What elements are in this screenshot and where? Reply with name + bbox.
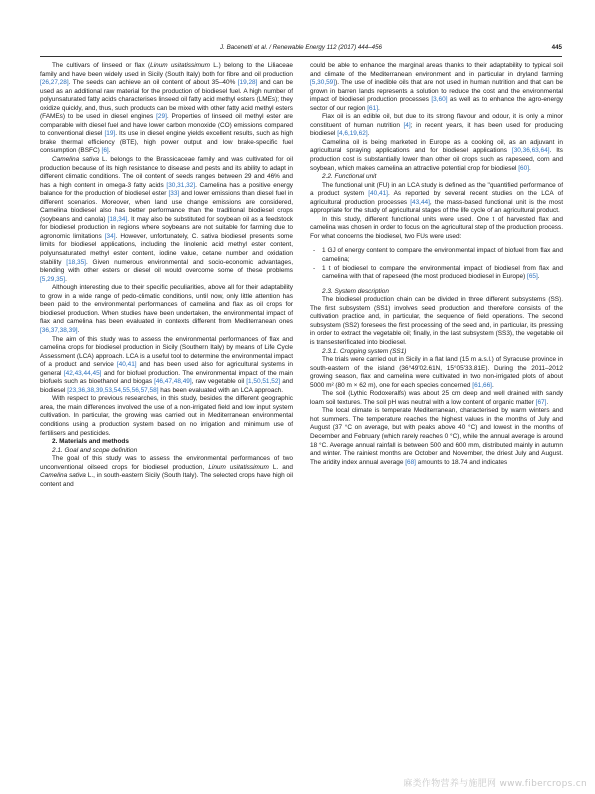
citation-link[interactable]: [5,30,59] <box>310 79 336 87</box>
citation-link[interactable]: [33] <box>168 190 180 198</box>
page-number: 445 <box>551 44 562 51</box>
citation-link[interactable]: [26,27,28] <box>40 79 69 87</box>
paragraph-subsystems: The biodiesel production chain can be divided in three different subsystems (SS). The first subsystem (SS1) involves seed production and therefore consists of the cultivation practice and, in particular, the sequence of field operations. The second subsystem (SS2) foresees the first processing of the seed and, in particular, its pressing in order to extract the vegetable oil; finally, in the last subsystem (SS3), the vegetable oil is transesterificated into biodiesel. <box>310 296 563 346</box>
citation-link[interactable]: [43,44] <box>410 198 430 206</box>
citation-link[interactable]: [30,31,32] <box>166 181 196 189</box>
species-name: Linum usitatissimum <box>150 62 210 69</box>
paragraph-flax-intro: The cultivars of linseed or flax (Linum usitatissimum L.) belong to the Liliaceae family and have been widely used in Sicily (South Italy) both for fibre and oil production [26,27,28]. The seeds can achieve an oil content of about 35–40% [19,28] and can be used as an additional raw material for the production of biodiesel fuel. A high number of polyunsaturated fatty acids characterises linseed oil fatty acid methyl esters (LMEs); they oxidize quickly, and, thus, such products can be mixed with other fatty acid methyl esters (FAMEs) to be used in diesel engines [29]. Properties of linseed oil methyl ester are comparable with diesel fuel and have lower carbon monoxide (CO) emissions compared to conventional diesel [19]. Its use in diesel engine yields excellent results, such as high brake thermal efficiency (BTE), high power output and low brake-specific fuel consumption (BSFC) [6]. <box>40 62 294 155</box>
paragraph-trials: The trials were carried out in Sicily in a flat land (15 m a.s.l.) of Syracuse province in south-eastern of the island (36°49'02.61N, 15°05'33.81E). During the 2011–2012 growing season, flax and camelina were cultivated in two non-irrigated plots of about 5000 m² (80 m × 62 m), one for each species concerned [61,66]. <box>310 356 563 389</box>
citation-link[interactable]: [19,28] <box>237 79 258 87</box>
citation-link[interactable]: [34] <box>104 232 116 240</box>
citation-link[interactable]: [1,50,51,52] <box>246 378 281 386</box>
paragraph-camelina-intro: Camelina sativa L. belongs to the Brassicaceae family and was cultivated for oil production because of its high resistance to disease and pests and its ability to adapt in different climatic conditions. The oil content of seeds ranges between 29 and 46% and has a high content in omega-3 fatty acids [30,31,32]. Camelina has a positive energy balance for the production of biodiesel ester [33] and lower emissions than diesel fuel in different scenarios. Moreover, when land use change emissions are considered, Camelina biodiesel also has better performance than the traditional biodiesel crops (soybeans and canola) [18,34]. It may also be substituted for soybean oil as a feedstock for biodiesel production in regions where soybeans are not suitable for farming due to agronomic limitations [34]. However, unfortunately, C. sativa biodiesel presents some limits for biodiesel applications, including the linolenic acid methyl ester content, polyunsaturated methyl ester content, iodine value, cetane number and oxidation stability [18,35]. Given numerous environmental and socio-economic advantages, blending with other esters or diesel oil would overcome some of these problems [5,29,35]. <box>40 156 294 283</box>
section-heading-materials-methods: 2. Materials and methods <box>52 438 129 446</box>
citation-link[interactable]: [29] <box>156 113 167 121</box>
paragraph-marginal-areas: could be able to enhance the marginal areas thanks to their adaptability to typical soil and climate of the Mediterranean environment and in particular in dryland farming [5,30,59]). The use of inedible oils that are not used in human nutrition and that can be grown in barren lands represents a solution to reduce the cost and the environmental impact of biodiesel production processes [3,60] as well as to enhance the agro-energy sector of our region [61]. <box>310 62 564 112</box>
citation-link[interactable]: [4] <box>403 121 411 129</box>
citation-link[interactable]: [18,35] <box>66 258 86 266</box>
citation-link[interactable]: [61] <box>367 104 379 112</box>
citation-link[interactable]: [40,41] <box>116 361 137 369</box>
citation-link[interactable]: [36,37,38,39] <box>40 326 78 334</box>
citation-link[interactable]: [23,36,38,39,53,54,55,56,57,58] <box>67 386 159 394</box>
list-item: - 1 t of biodiesel to compare the environmental impact of biodiesel from flax and camelina with that of rapeseed (the most produced biodiesel in Europe) [65]. <box>310 265 563 282</box>
journal-citation: J. Bacenetti et al. / Renewable Energy 112 (2017) 444–456 <box>220 44 382 51</box>
citation-link[interactable]: [5,29,35] <box>40 275 66 283</box>
citation-link[interactable]: [46,47,48,49] <box>154 378 192 386</box>
left-column <box>40 62 293 489</box>
citation-link[interactable]: [65] <box>527 273 538 281</box>
running-header <box>40 44 562 56</box>
paragraph-novelty: With respect to previous researches, in this study, besides the different geographic area, the main differences involved the use of a non-irrigated field and low input system cultivation. In particular, the growing was carried out in Mediterranean environmental conditions using a production system based on no irrigation and minimum use of fertilisers and pesticides. <box>40 395 293 437</box>
citation-link[interactable]: [19] <box>104 130 116 138</box>
subsection-heading-functional-unit: 2.2. Functional unit <box>322 173 377 181</box>
paragraph-study-aim: The aim of this study was to assess the environmental performances of flax and camelina crops for biodiesel production in Sicily (Southern Italy) by means of Life Cycle Assessment (LCA) approach. LCA is a useful tool to determine the environmental impact of a product and service [40,41] and has been used also for agricultural systems in general [42,43,44,45] and for biofuel production. The environmental impact of the main biofuels such as bioethanol and biogas [46,47,48,49], raw vegetable oil [1,50,51,52] and biodiesel [23,36,38,39,53,54,55,56,57,58] has been evaluated with an LCA approach. <box>40 335 293 394</box>
paragraph-goal: The goal of this study was to assess the environmental performances of two unconventional oilseed crops for biodiesel production, Linum usitatissimum L. and Camelina sativa L., in south-eastern Sicily (South Italy). The selected crops have high oil content and <box>40 455 293 488</box>
citation-link[interactable]: [68] <box>405 458 416 466</box>
right-column <box>310 62 563 467</box>
paragraph-research-gap: Although interesting due to their specific peculiarities, above all for their adaptability to grow in a wide range of pedo-climatic conditions, until now, only little attention has been paid to the environmental performances of camelina and flax as oil crops for biodiesel production. When studies have been undertaken, the environmental impact of flax and camelina has been evaluated in contexts different from Mediterranean ones [36,37,38,39]. <box>40 284 293 334</box>
citation-link[interactable]: [67] <box>535 398 547 406</box>
citation-link[interactable]: [60] <box>518 164 530 172</box>
list-item: - 1 GJ of energy content to compare the environmental impact of biofuel from flax and camelina; <box>310 247 563 264</box>
citation-link[interactable]: [4,6,19,62] <box>337 130 368 138</box>
citation-link[interactable]: [42,43,44,45] <box>63 369 102 377</box>
species-name: Linum usitatissimum <box>208 463 269 471</box>
citation-link[interactable]: [18,34] <box>107 215 128 223</box>
subsubsection-heading-cropping-system: 2.3.1. Cropping system (SS1) <box>322 347 407 355</box>
species-name: Camelina sativa <box>40 472 86 480</box>
subsection-heading-goal-scope: 2.1. Goal and scope definition <box>52 446 138 454</box>
paragraph-climate: The local climate is temperate Mediterranean, characterised by warm winters and hot summers. The temperature reaches the highest values in the months of July and August (37 °C on average, but with peaks above 40 °C) and lowest in the months of December and February (which rarely reaches 0 °C), while the annual average is around 18 °C. Average annual rainfall is between 500 and 600 mm, distributed mainly in autumn and winter. The rainiest months are October and November, the driest July and August. The aridity index annual average [68] amounts to 18.74 and indicates <box>310 407 563 466</box>
citation-link[interactable]: [40,41] <box>368 190 388 198</box>
subsection-heading-system-description: 2.3. System description <box>322 287 389 295</box>
paragraph-fu-used: In this study, different functional units were used. One t of harvested flax and camelina was chosen in order to focus on the agricultural step of the production process. For what concerns the biodiesel, two FUs were used: <box>310 215 563 240</box>
citation-link[interactable]: [61,66] <box>472 381 492 389</box>
paragraph-fu-definition: The functional unit (FU) in an LCA study is defined as the "quantified performance of a product system [40,41]. As reported by several recent studies on the LCA of agricultural production processes [43,44], the mass-based functional unit is the most appropriate for the study of agricultural stages of the life cycle of an agricultural product. <box>310 181 564 215</box>
paragraph-camelina-oil: Camelina oil is being marketed in Europe as a cooking oil, as an adjuvant in agricultural spraying applications and for biodiesel applications [30,36,63,64]. Its production cost is substantially lower than other oil crops such as rapeseed, corn and soybean, which makes camelina an attractive potential crop for biodiesel [60]. <box>310 138 564 172</box>
species-name: Camelina sativa <box>52 156 100 164</box>
site-watermark: 麻类作物营养与施肥网 www.fibercrops.cn <box>403 779 587 789</box>
header-rule <box>40 56 562 57</box>
citation-link[interactable]: [3,60] <box>431 96 448 104</box>
functional-units-list <box>310 247 563 281</box>
paragraph-soil: The soil (Lythic Rodoxeralfs) was about 25 cm deep and well drained with sandy loam soil textures. The soil pH was neutral with a low content of organic matter [67]. <box>310 390 563 406</box>
paragraph-flax-oil: Flax oil is an edible oil, but due to its strong flavour and odour, it is only a minor constituent of human nutrition [4]; in recent years, it has been used for producing biodiesel [4,6,19,62]. <box>310 113 564 138</box>
citation-link[interactable]: [30,36,63,64] <box>511 147 550 155</box>
citation-link[interactable]: [6] <box>101 147 109 155</box>
